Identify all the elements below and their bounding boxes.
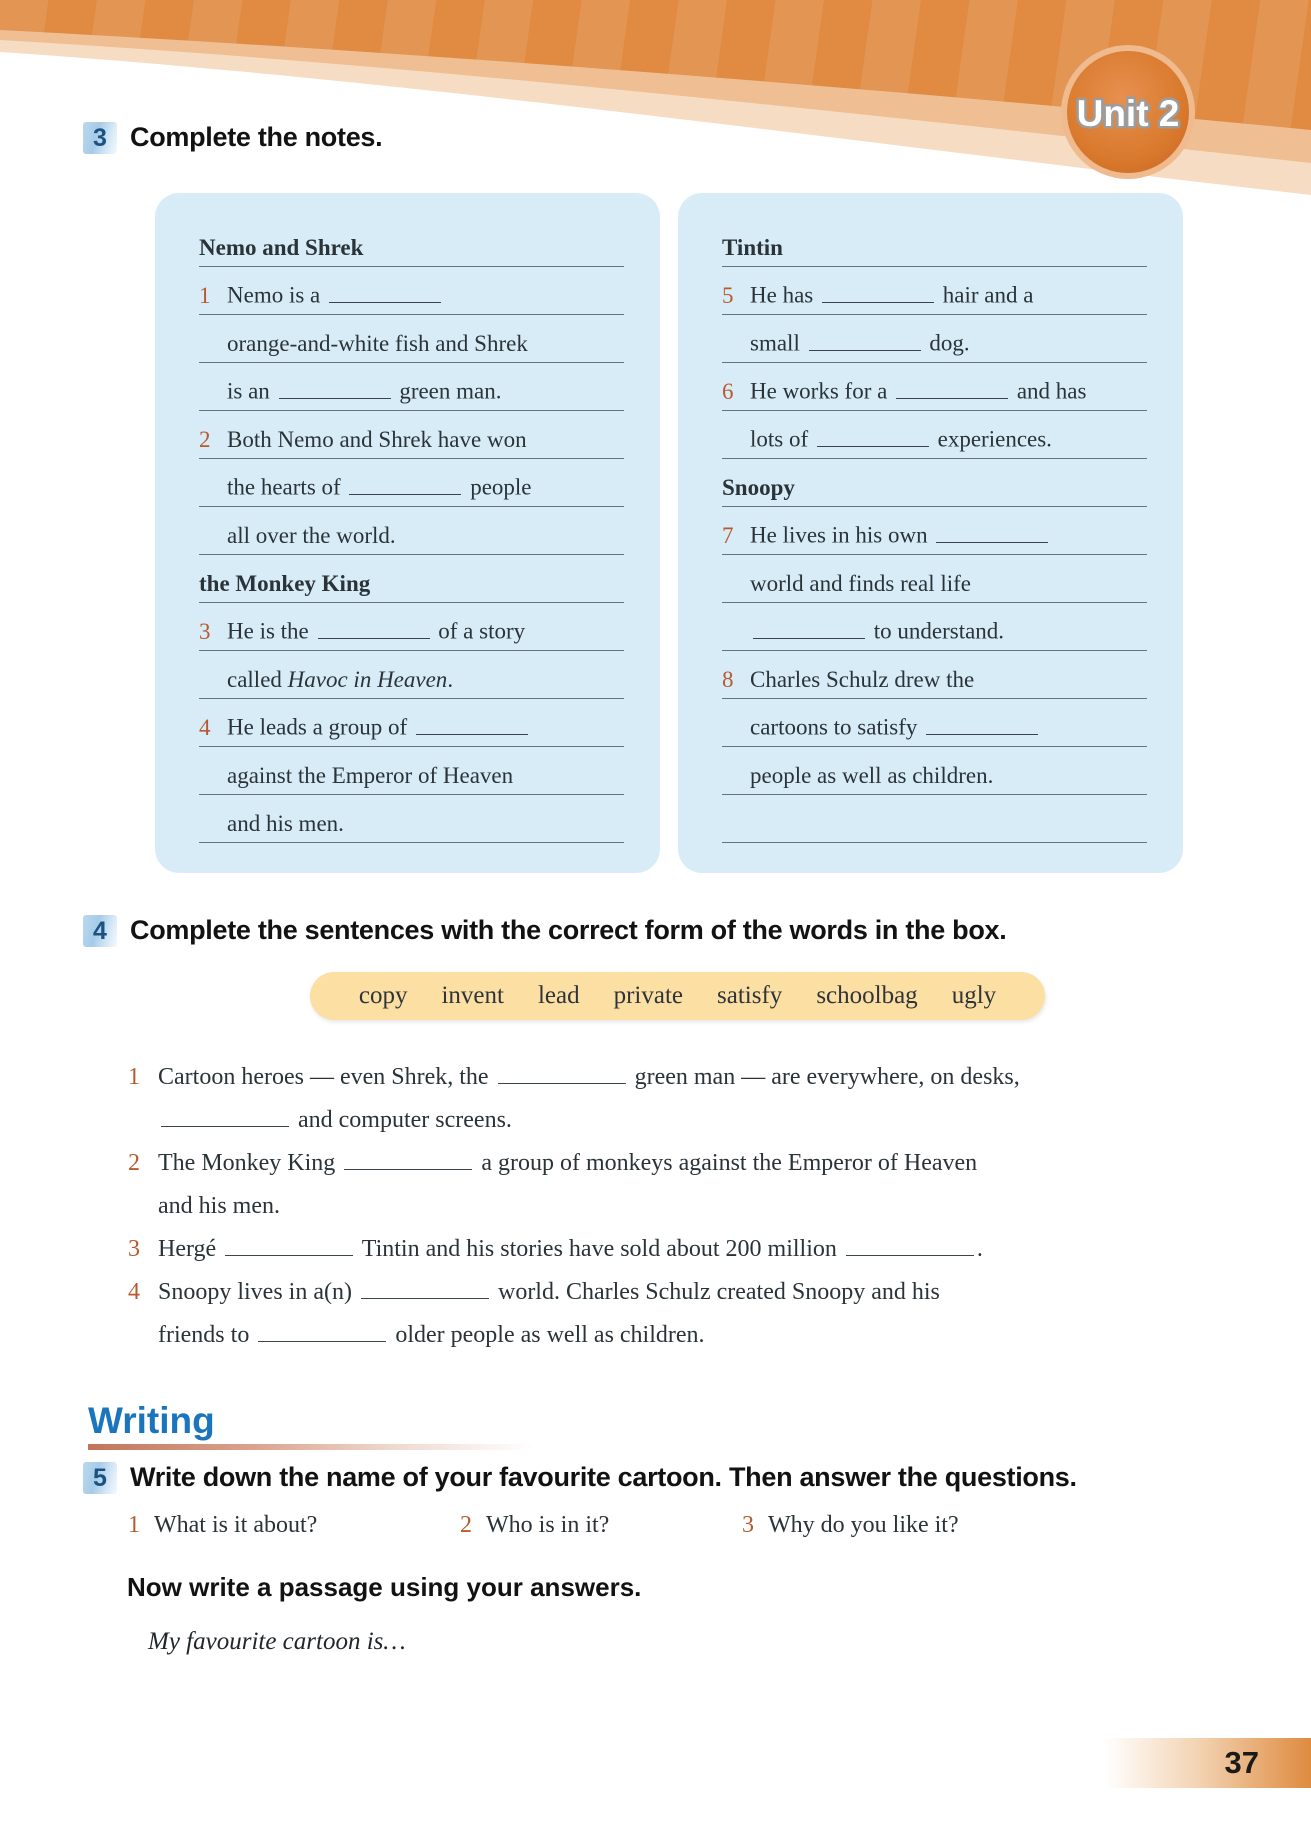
item-number: 1 <box>199 282 211 308</box>
fill-in-blank <box>416 714 528 735</box>
unit-circle-icon <box>1061 45 1195 179</box>
exercise-title: Complete the sentences with the correct form of the words in the box. <box>130 915 1007 946</box>
item-number: 3 <box>742 1512 754 1538</box>
item-number: 5 <box>722 282 734 308</box>
item-number: 4 <box>199 714 211 740</box>
unit-badge-label: Unit 2 <box>1076 93 1180 134</box>
question-row <box>128 1512 1188 1539</box>
note-line-empty <box>722 795 1147 843</box>
note-line: all over the world. <box>199 507 624 555</box>
note-card-right <box>678 193 1183 873</box>
note-line: 5 He has hair and a <box>722 267 1147 315</box>
note-line: 3 He is the of a story <box>199 603 624 651</box>
exercise-title: Complete the notes. <box>130 122 383 153</box>
fill-in-blank <box>279 378 391 399</box>
item-number: 3 <box>128 1236 140 1262</box>
note-card-heading: the Monkey King <box>199 555 624 603</box>
word-option: private <box>613 982 684 1009</box>
writing-underline <box>88 1444 558 1450</box>
note-line: called Havoc in Heaven. <box>199 651 624 699</box>
sentence: 4 Snoopy lives in a(n) world. Charles Schulz created Snoopy and his friends to older people as well as children. <box>128 1271 1198 1357</box>
note-line: cartoons to satisfy <box>722 699 1147 747</box>
fill-in-blank <box>846 1235 974 1256</box>
word-option: invent <box>441 982 504 1009</box>
note-line: against the Emperor of Heaven <box>199 747 624 795</box>
item-number: 8 <box>722 666 734 692</box>
exercise-number-badge: 3 <box>83 122 117 154</box>
fill-in-blank <box>896 378 1008 399</box>
fill-in-blank <box>258 1321 386 1342</box>
note-line: and his men. <box>199 795 624 843</box>
note-line: to understand. <box>722 603 1147 651</box>
item-number: 3 <box>199 618 211 644</box>
note-line: orange-and-white fish and Shrek <box>199 315 624 363</box>
item-number: 2 <box>199 426 211 452</box>
page-number: 37 <box>1224 1745 1259 1780</box>
note-line: lots of experiences. <box>722 411 1147 459</box>
fill-in-blank <box>809 330 921 351</box>
item-number: 2 <box>460 1512 472 1538</box>
exercise-number-badge: 4 <box>83 915 117 947</box>
writing-title: Writing <box>88 1400 215 1441</box>
item-number: 4 <box>128 1279 140 1305</box>
fill-in-blank <box>926 714 1038 735</box>
fill-in-blank <box>161 1106 289 1127</box>
now-write-subtitle: Now write a passage using your answers. <box>127 1572 642 1602</box>
exercise-4-heading <box>83 915 1006 947</box>
word-box <box>310 972 1045 1020</box>
item-number: 1 <box>128 1512 140 1538</box>
question: 2 Who is in it? <box>460 1512 610 1538</box>
example-prompt: My favourite cartoon is… <box>148 1628 406 1655</box>
note-line: 2 Both Nemo and Shrek have won <box>199 411 624 459</box>
fill-in-blank <box>225 1235 353 1256</box>
note-line: 1 Nemo is a <box>199 267 624 315</box>
item-number: 1 <box>128 1064 140 1090</box>
note-line: the hearts of people <box>199 459 624 507</box>
fill-in-blank <box>344 1149 472 1170</box>
question: 1 What is it about? <box>128 1512 318 1538</box>
fill-in-blank <box>498 1063 626 1084</box>
note-line: 7 He lives in his own <box>722 507 1147 555</box>
note-line: 6 He works for a and has <box>722 363 1147 411</box>
fill-in-blank <box>822 282 934 303</box>
item-number: 7 <box>722 522 734 548</box>
fill-in-blank <box>817 426 929 447</box>
fill-in-blank <box>349 474 461 495</box>
word-option: satisfy <box>717 982 783 1009</box>
sentence-list <box>128 1056 1198 1357</box>
fill-in-blank <box>318 618 430 639</box>
word-option: schoolbag <box>816 982 918 1009</box>
note-card-heading: Tintin <box>722 219 1147 267</box>
note-line: world and finds real life <box>722 555 1147 603</box>
word-option: ugly <box>951 982 997 1009</box>
writing-section-heading <box>88 1400 558 1450</box>
item-number: 2 <box>128 1150 140 1176</box>
word-option: lead <box>537 982 580 1009</box>
exercise-title: Write down the name of your favourite cartoon. Then answer the questions. <box>130 1462 1077 1493</box>
fill-in-blank <box>753 618 865 639</box>
note-line: 4 He leads a group of <box>199 699 624 747</box>
question: 3 Why do you like it? <box>742 1512 959 1538</box>
exercise-number-badge: 5 <box>83 1462 117 1494</box>
note-cards <box>155 193 1183 873</box>
sentence: 3 Hergé Tintin and his stories have sold about 200 million . <box>128 1228 1198 1271</box>
page-number-bar <box>1105 1738 1311 1788</box>
fill-in-blank <box>361 1278 489 1299</box>
item-number: 6 <box>722 378 734 404</box>
note-card-heading: Snoopy <box>722 459 1147 507</box>
word-option: copy <box>358 982 408 1009</box>
note-line: small dog. <box>722 315 1147 363</box>
note-line: people as well as children. <box>722 747 1147 795</box>
note-card-left <box>155 193 660 873</box>
note-line: is an green man. <box>199 363 624 411</box>
note-line: 8 Charles Schulz drew the <box>722 651 1147 699</box>
exercise-3-heading <box>83 122 382 154</box>
sentence: 1 Cartoon heroes — even Shrek, the green man — are everywhere, on desks, and computer screens. <box>128 1056 1198 1142</box>
exercise-5-heading <box>83 1462 1077 1494</box>
fill-in-blank <box>936 522 1048 543</box>
sentence: 2 The Monkey King a group of monkeys against the Emperor of Heaven and his men. <box>128 1142 1198 1228</box>
note-card-heading: Nemo and Shrek <box>199 219 624 267</box>
fill-in-blank <box>329 282 441 303</box>
